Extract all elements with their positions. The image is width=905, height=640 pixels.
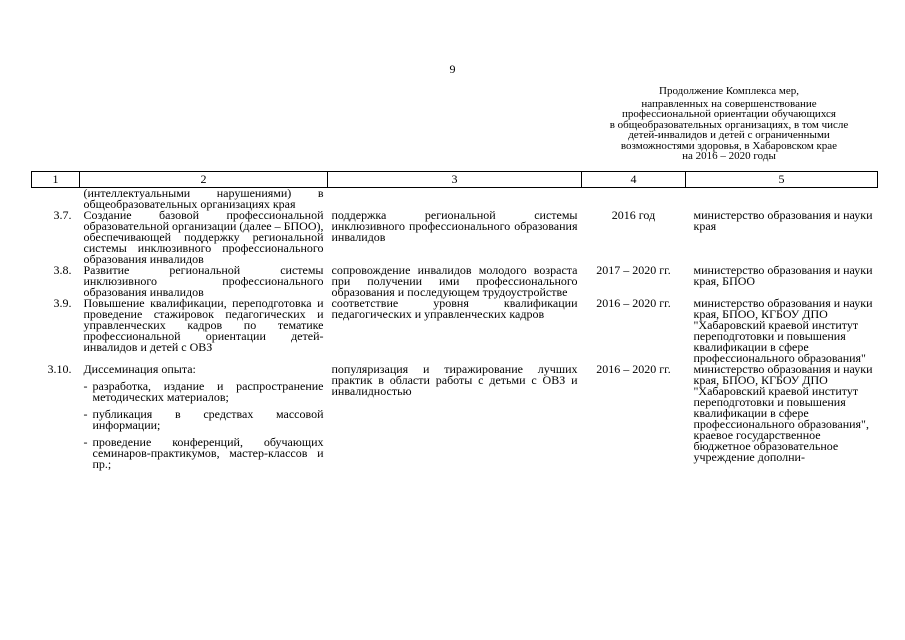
term-cell: 2016 год [611, 208, 656, 222]
column-header: 2 [80, 172, 328, 188]
measure-cell: Развитие региональной системы инклюзивного профессионального образования инвалидов [83, 263, 324, 299]
column-header: 1 [32, 172, 80, 188]
table-row-continued [32, 188, 878, 211]
column-header: 4 [582, 172, 686, 188]
caption-line: в общеобразовательных организациях, в том числе [609, 118, 849, 131]
table-row [32, 210, 878, 265]
caption-line: направленных на совершенствование [641, 97, 817, 110]
responsible-cell: министерство образования и науки края, БПОО [693, 263, 873, 288]
measure-heading: Диссеминация опыта: [83, 362, 196, 376]
caption-line: возможностями здоровья, в Хабаровском крае [620, 139, 838, 152]
table-row [32, 298, 878, 364]
row-number: 3.9. [53, 296, 72, 310]
measure-cell: (интеллектуальными нарушениями) в общеобразовательных организациях края [83, 186, 324, 211]
result-cell: популяризация и тиражирование лучших практик в области работы с детьми с ОВЗ и инвалидностью [331, 362, 578, 398]
page-number: 9 [449, 62, 456, 76]
caption-line: Продолжение Комплекса мер, [659, 85, 799, 97]
term-cell: 2016 – 2020 гг. [596, 362, 671, 376]
caption-line: на 2016 – 2020 годы [682, 150, 776, 162]
result-cell [328, 188, 582, 211]
list-item: - проведение конференций, обучающих семинаров-практикумов, мастер-классов и пр.; [84, 437, 324, 470]
measure-cell: Создание базовой профессиональной образовательной организации (далее – БПОО), обеспечивающей поддержку региональной системы инклюзивного профессионального образования инвалидов [83, 208, 324, 266]
measure-cell [80, 364, 328, 470]
row-number: 3.8. [53, 263, 72, 277]
row-number [32, 188, 80, 211]
list-item: - публикация в средствах массовой информации; [84, 409, 324, 431]
caption-line: детей-инвалидов и детей с ограниченными [628, 129, 830, 141]
row-number: 3.10. [47, 362, 72, 376]
result-cell: соответствие уровня квалификации педагогических и управленческих кадров [331, 296, 578, 321]
responsible-cell: министерство образования и науки края, БПОО, КГБОУ ДПО "Хабаровский краевой институт переподготовки и повышения квалификации в сфере профессионального образования" [693, 296, 873, 365]
column-header: 5 [686, 172, 878, 188]
term-cell: 2017 – 2020 гг. [596, 263, 671, 277]
measure-cell: Повышение квалификации, переподготовка и проведение стажировок педагогических и управленческих кадров по тематике профессиональной ориентации детей-инвалидов и детей с ОВЗ [83, 296, 324, 354]
responsible-cell: министерство образования и науки края, БПОО, КГБОУ ДПО "Хабаровский краевой институт переподготовки и повышения квалификации в сфере профессионального образования", краевое государственное бюджетное образовательное учреждение дополни- [693, 362, 873, 464]
measures-table [31, 171, 878, 470]
row-number: 3.7. [53, 208, 72, 222]
responsible-cell: министерство образования и науки края [693, 208, 873, 233]
list-item: - разработка, издание и распространение методических материалов; [84, 381, 324, 403]
table-row [32, 364, 878, 470]
term-cell: 2016 – 2020 гг. [596, 296, 671, 310]
term-cell [582, 188, 686, 211]
measure-bullet-list [84, 381, 324, 470]
caption-line: профессиональной ориентации обучающихся [622, 108, 836, 120]
responsible-cell [686, 188, 878, 211]
column-header: 3 [328, 172, 582, 188]
table-row [32, 265, 878, 298]
result-cell: сопровождение инвалидов молодого возраста при получении ими профессионального образования и последующем трудоустройстве [331, 263, 578, 299]
continuation-caption [574, 86, 884, 162]
result-cell: поддержка региональной системы инклюзивного профессионального образования инвалидов [331, 208, 578, 244]
